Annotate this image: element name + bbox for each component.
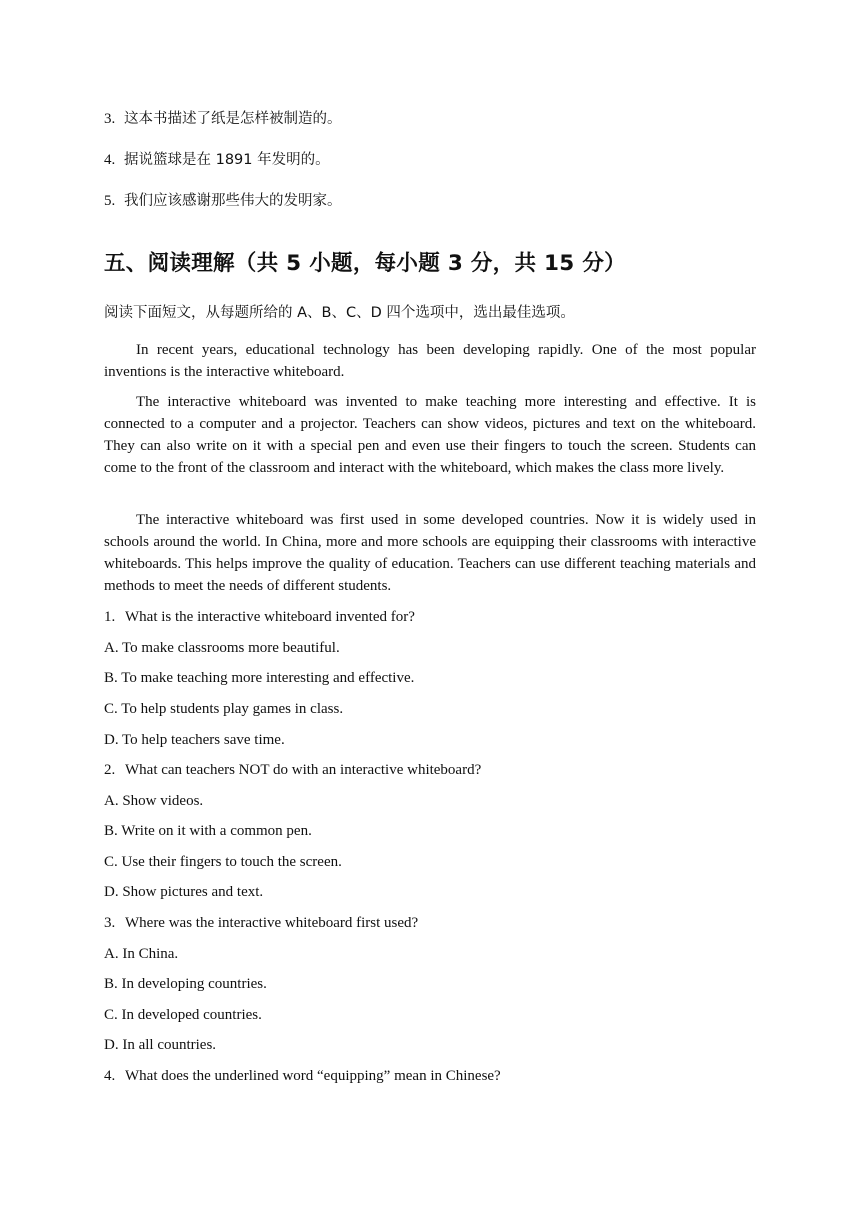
answer-option: A. Show videos. <box>104 793 204 809</box>
passage-paragraph: In recent years, educational technology has been developing rapidly. One of the most popular inventions is the interactive whiteboard. <box>104 342 756 380</box>
answer-option: A. To make classrooms more beautiful. <box>104 640 340 656</box>
item-number: 5. <box>104 193 116 209</box>
translation-item <box>104 108 342 130</box>
question-stem <box>104 606 415 628</box>
question-text: What does the underlined word “equipping” mean in Chinese? <box>125 1068 501 1084</box>
item-number: 4. <box>104 152 116 168</box>
question-text: What can teachers NOT do with an interactive whiteboard? <box>125 762 482 778</box>
passage-paragraph: The interactive whiteboard was first used in some developed countries. Now it is widely used in schools around the world. In China, more and more schools are equipping their classrooms with interactive whiteboards. This helps improve the quality of education. Teachers can use different teaching materials and methods to meet the needs of different students. <box>104 512 756 594</box>
answer-option: C. To help students play games in class. <box>104 701 344 717</box>
item-text: 这本书描述了纸是怎样被制造的。 <box>124 111 342 127</box>
answer-option: D. In all countries. <box>104 1037 217 1053</box>
question-text: Where was the interactive whiteboard first used? <box>125 915 419 931</box>
answer-option: C. Use their fingers to touch the screen. <box>104 854 342 870</box>
question-number: 3. <box>104 915 116 931</box>
answer-option: A. In China. <box>104 946 179 962</box>
section-instruction: 阅读下面短文，从每题所给的 A、B、C、D 四个选项中，选出最佳选项。 <box>104 305 575 321</box>
answer-option: D. Show pictures and text. <box>104 884 264 900</box>
answer-option: B. To make teaching more interesting and effective. <box>104 670 415 686</box>
translation-item <box>104 149 330 171</box>
answer-option: D. To help teachers save time. <box>104 732 285 748</box>
question-stem <box>104 1065 501 1087</box>
answer-option: B. Write on it with a common pen. <box>104 823 312 839</box>
answer-option: B. In developing countries. <box>104 976 267 992</box>
item-text: 我们应该感谢那些伟大的发明家。 <box>124 193 342 209</box>
item-text: 据说篮球是在 1891 年发明的。 <box>124 152 330 168</box>
translation-item <box>104 190 342 212</box>
question-text: What is the interactive whiteboard invented for? <box>125 609 415 625</box>
section-heading: 五、阅读理解（共 5 小题，每小题 3 分，共 15 分） <box>104 251 626 276</box>
question-number: 4. <box>104 1068 116 1084</box>
question-number: 2. <box>104 762 116 778</box>
question-stem <box>104 759 481 781</box>
passage-paragraph: The interactive whiteboard was invented to make teaching more interesting and effective. It is connected to a computer and a projector. Teachers can show videos, pictures and text on the whiteboard. They can also write on it with a special pen and even use their fingers to touch the screen. Students can come to the front of the classroom and interact with the whiteboard, which makes the class more lively. <box>104 394 756 476</box>
question-number: 1. <box>104 609 116 625</box>
answer-option: C. In developed countries. <box>104 1007 262 1023</box>
item-number: 3. <box>104 111 116 127</box>
question-stem <box>104 912 418 934</box>
